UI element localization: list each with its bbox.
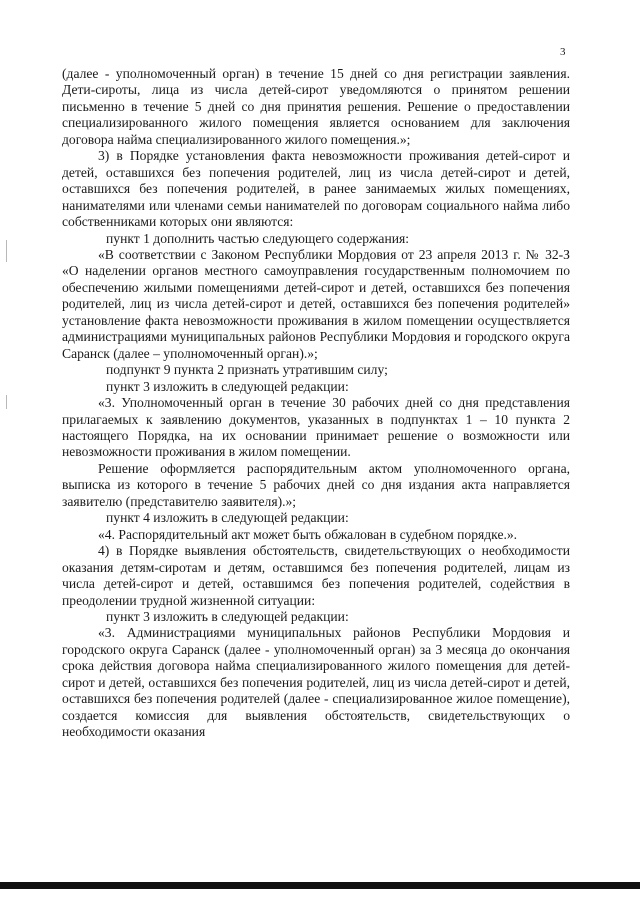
page-number: 3	[560, 46, 566, 58]
paragraph-continuation: (далее - уполномоченный орган) в течение 15 дней со дня регистрации заявления. Дети-сироты, лица из числа детей-сирот уведомляются о принятом решении письменно в течение 5 дней со дня принятия решения. Решение о предоставлении специализированного жилого помещения является основанием для заключения договора найма специализированного жилого помещения.»;	[62, 66, 570, 147]
paragraph-point-3b-intro: пункт 3 изложить в следующей редакции:	[106, 608, 349, 624]
paragraph-point-4-text: «4. Распорядительный акт может быть обжалован в судебном порядке.».	[98, 526, 518, 542]
scan-edge-mark	[6, 240, 7, 262]
paragraph-item-3: 3) в Порядке установления факта невозможности проживания детей-сирот и детей, оставшихся без попечения родителей, лиц из числа детей-сирот и детей, оставшихся без попечения родителей, в ранее занимаемых жилых помещениях, нанимателями или членами семьи нанимателей по договорам социального найма либо собственниками которых они являются:	[62, 148, 570, 230]
paragraph-point-3-text: «3. Уполномоченный орган в течение 30 рабочих дней со дня представления прилагаемых к заявлению документов, указанных в подпунктах 1 – 10 пункта 2 настоящего Порядка, на их основании принимает решение о возможности или невозможности проживания в жилом помещении.	[62, 395, 570, 460]
paragraph-point-3-intro: пункт 3 изложить в следующей редакции:	[106, 378, 349, 394]
paragraph-point-1-text: «В соответствии с Законом Республики Мордовия от 23 апреля 2013 г. № 32-З «О наделении органов местного самоуправления государственным полномочием по обеспечению жилыми помещениями детей-сирот и детей, оставшихся без попечения родителей, лиц из числа детей-сирот и детей, оставшихся без попечения родителей» установление факта невозможности проживания в жилом помещении осуществляется администрациями муниципальных районов Республики Мордовия и городского округа Саранск (далее – уполномоченный орган).»;	[62, 246, 570, 361]
paragraph-point-4-intro: пункт 4 изложить в следующей редакции:	[106, 510, 349, 526]
scan-edge-mark	[6, 395, 7, 409]
paragraph-point-1-intro: пункт 1 дополнить частью следующего содержания:	[106, 230, 410, 246]
paragraph-decision: Решение оформляется распорядительным актом уполномоченного органа, выписка из которого в течение 5 рабочих дней со дня издания акта направляется заявителю (представителю заявителя).»;	[62, 460, 570, 509]
document-body	[62, 66, 570, 741]
paragraph-subpoint-9: подпункт 9 пункта 2 признать утратившим силу;	[106, 362, 388, 378]
scan-bottom-border	[0, 882, 640, 889]
paragraph-point-3b-text: «3. Администрациями муниципальных районов Республики Мордовия и городского округа Саранск (далее - уполномоченный орган) за 3 месяца до окончания срока действия договора найма специализированного жилого помещения для детей-сирот и детей, оставшихся без попечения родителей, лиц из числа детей-сирот и детей, оставшихся без попечения родителей (далее - специализированное жилое помещение), создается комиссия для выявления обстоятельств, свидетельствующих о необходимости оказания	[62, 625, 570, 740]
paragraph-item-4: 4) в Порядке выявления обстоятельств, свидетельствующих о необходимости оказания детям-сиротам и детям, оставшимся без попечения родителей, лицам из числа детей-сирот и детей, оставшимся без попечения родителей, содействия в преодолении трудной жизненной ситуации:	[62, 543, 570, 608]
